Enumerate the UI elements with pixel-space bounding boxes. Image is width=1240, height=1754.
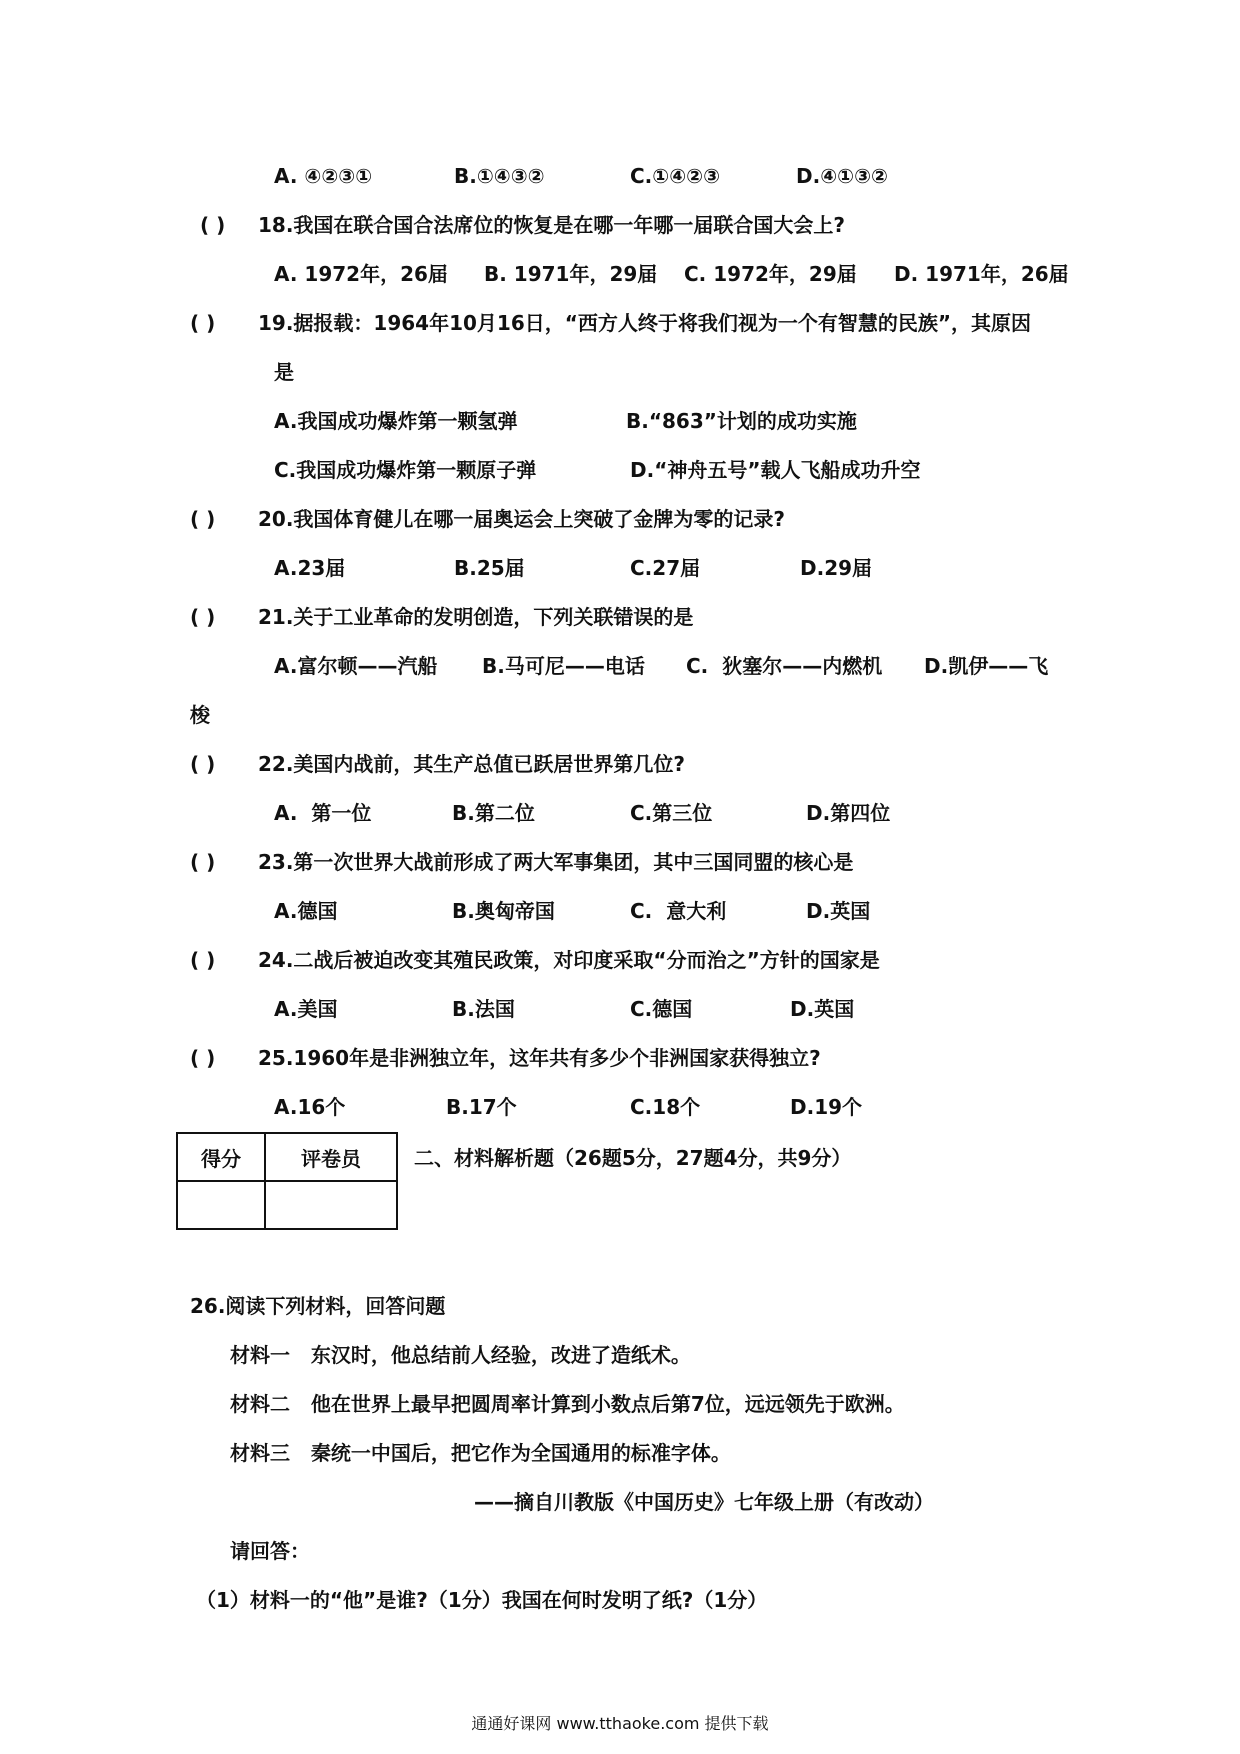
- q24-answer-blank: ( ): [190, 948, 216, 972]
- q23-option-c: C. 意大利: [630, 899, 727, 923]
- q18-option-d: D. 1971年，26届: [894, 262, 1069, 286]
- q23-option-b: B.奥匈帝国: [452, 899, 555, 923]
- q21-option-d-cont: 梭: [190, 703, 210, 727]
- q22-stem: 22.美国内战前，其生产总值已跃居世界第几位?: [258, 752, 686, 776]
- q21-option-b: B.马可尼——电话: [482, 654, 645, 678]
- grader-header: 评卷员: [265, 1133, 397, 1181]
- q21-answer-blank: ( ): [190, 605, 216, 629]
- q21-option-a: A.富尔顿——汽船: [274, 654, 438, 678]
- q21-option-d: D.凯伊——飞: [924, 654, 1049, 678]
- q26-title: 26.阅读下列材料，回答问题: [190, 1294, 446, 1318]
- q25-stem: 25.1960年是非洲独立年，这年共有多少个非洲国家获得独立?: [258, 1046, 821, 1070]
- q24-option-d: D.英国: [790, 997, 855, 1021]
- q24-option-b: B.法国: [452, 997, 515, 1021]
- q26-prompt: 请回答：: [230, 1539, 310, 1563]
- q19-stem-cont: 是: [274, 360, 294, 384]
- q18-stem: 18.我国在联合国合法席位的恢复是在哪一年哪一届联合国大会上?: [258, 213, 846, 237]
- q20-option-c: C.27届: [630, 556, 701, 580]
- q22-option-c: C.第三位: [630, 801, 713, 825]
- q25-answer-blank: ( ): [190, 1046, 216, 1070]
- q20-stem: 20.我国体育健儿在哪一届奥运会上突破了金牌为零的记录?: [258, 507, 786, 531]
- grader-cell[interactable]: [265, 1181, 397, 1229]
- q25-option-a: A.16个: [274, 1095, 346, 1119]
- q25-option-b: B.17个: [446, 1095, 517, 1119]
- q24-stem: 24.二战后被迫改变其殖民政策，对印度采取“分而治之”方针的国家是: [258, 948, 880, 972]
- q20-option-b: B.25届: [454, 556, 525, 580]
- q18-option-c: C. 1972年，29届: [684, 262, 857, 286]
- q19-option-b: B.“863”计划的成功实施: [626, 409, 857, 433]
- q17-option-a: A. ④②③①: [274, 164, 373, 188]
- q22-option-b: B.第二位: [452, 801, 535, 825]
- q23-stem: 23.第一次世界大战前形成了两大军事集团，其中三国同盟的核心是: [258, 850, 854, 874]
- q21-option-c: C. 狄塞尔——内燃机: [686, 654, 883, 678]
- q18-answer-blank: ( ): [200, 213, 226, 237]
- q19-stem: 19.据报载：1964年10月16日，“西方人终于将我们视为一个有智慧的民族”，其原因: [258, 311, 1032, 335]
- q17-option-b: B.①④③②: [454, 164, 545, 188]
- q25-option-d: D.19个: [790, 1095, 863, 1119]
- q17-option-c: C.①④②③: [630, 164, 721, 188]
- q23-answer-blank: ( ): [190, 850, 216, 874]
- q18-option-b: B. 1971年，29届: [484, 262, 658, 286]
- q22-answer-blank: ( ): [190, 752, 216, 776]
- q19-option-c: C.我国成功爆炸第一颗原子弹: [274, 458, 537, 482]
- q26-material-2: 材料二 他在世界上最早把圆周率计算到小数点后第7位，远远领先于欧洲。: [230, 1392, 905, 1416]
- q25-option-c: C.18个: [630, 1095, 701, 1119]
- q26-material-1: 材料一 东汉时，他总结前人经验，改进了造纸术。: [230, 1343, 691, 1367]
- q23-option-a: A.德国: [274, 899, 338, 923]
- section-two-heading: 二、材料解析题（26题5分，27题4分，共9分）: [414, 1146, 852, 1170]
- q19-option-a: A.我国成功爆炸第一颗氢弹: [274, 409, 518, 433]
- q22-option-d: D.第四位: [806, 801, 891, 825]
- footer-watermark: 通通好课网 www.tthaoke.com 提供下载: [471, 1714, 769, 1733]
- q19-answer-blank: ( ): [190, 311, 216, 335]
- q20-option-a: A.23届: [274, 556, 346, 580]
- score-cell[interactable]: [177, 1181, 265, 1229]
- score-table: [176, 1132, 398, 1230]
- q23-option-d: D.英国: [806, 899, 871, 923]
- q24-option-c: C.德国: [630, 997, 693, 1021]
- q26-material-3: 材料三 秦统一中国后，把它作为全国通用的标准字体。: [230, 1441, 731, 1465]
- q20-option-d: D.29届: [800, 556, 873, 580]
- q22-option-a: A. 第一位: [274, 801, 372, 825]
- q24-option-a: A.美国: [274, 997, 338, 1021]
- score-header: 得分: [177, 1133, 265, 1181]
- q17-option-d: D.④①③②: [796, 164, 888, 188]
- q19-option-d: D.“神舟五号”载人飞船成功升空: [630, 458, 921, 482]
- q18-option-a: A. 1972年，26届: [274, 262, 448, 286]
- q26-sub-question-1: （1）材料一的“他”是谁?（1分）我国在何时发明了纸?（1分）: [196, 1588, 768, 1612]
- q20-answer-blank: ( ): [190, 507, 216, 531]
- q26-source: ——摘自川教版《中国历史》七年级上册（有改动）: [474, 1490, 934, 1514]
- q21-stem: 21.关于工业革命的发明创造，下列关联错误的是: [258, 605, 694, 629]
